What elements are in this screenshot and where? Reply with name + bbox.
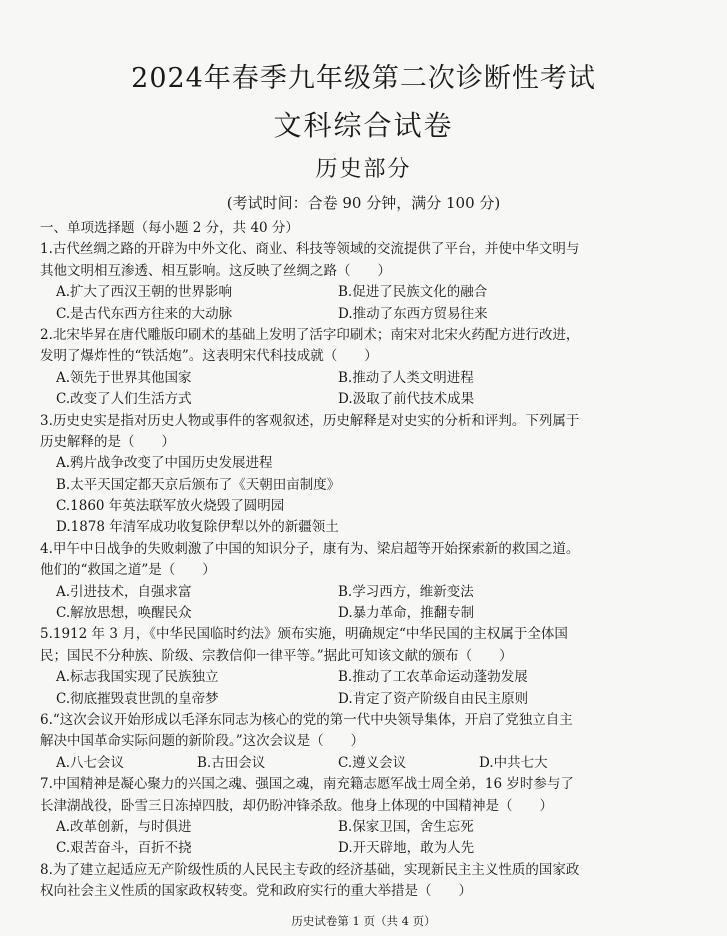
option-b[interactable]: B.推动了人类文明进程 bbox=[338, 369, 474, 386]
option-c[interactable]: C.解放思想，唤醒民众 bbox=[56, 605, 192, 622]
question-text: 6.“这次会议开始形成以毛泽东同志为核心的党的第一代中央领导集体，开启了党独立自主 bbox=[40, 711, 573, 728]
option-d[interactable]: D.中共七大 bbox=[479, 754, 548, 771]
option-b[interactable]: B.促进了民族文化的融合 bbox=[338, 284, 488, 301]
option-a[interactable]: A.扩大了西汉王朝的世界影响 bbox=[56, 284, 233, 301]
question-text: 解决中国革命实际问题的新阶段。”这次会议是（ ） bbox=[40, 733, 365, 750]
option-a[interactable]: A.改革创新，与时俱进 bbox=[56, 818, 192, 835]
option-c[interactable]: C.1860 年英法联军放火烧毁了圆明园 bbox=[56, 498, 285, 515]
option-c[interactable]: C.艰苦奋斗，百折不挠 bbox=[56, 840, 192, 857]
option-a[interactable]: A.标志我国实现了民族独立 bbox=[56, 669, 219, 686]
exam-info: (考试时间：合卷 90 分钟，满分 100 分) bbox=[226, 194, 501, 212]
question-text: 其他文明相互渗透、相互影响。这反映了丝绸之路（ ） bbox=[40, 262, 391, 279]
question-text: 民；国民不分种族、阶级、宗教信仰一律平等。”据此可知该文献的颁布（ ） bbox=[40, 647, 513, 664]
option-b[interactable]: B.古田会议 bbox=[197, 754, 266, 771]
question-text: 7.中国精神是凝心聚力的兴国之魂、强国之魂，南充籍志愿军战士周全弟，16 岁时参与了 bbox=[40, 776, 574, 793]
question-8 bbox=[40, 860, 700, 903]
option-d[interactable]: D.暴力革命，推翻专制 bbox=[338, 605, 475, 622]
question-text: 他们的“救国之道”是（ ） bbox=[40, 562, 216, 579]
option-d[interactable]: D.推动了东西方贸易往来 bbox=[338, 305, 488, 322]
exam-title: 2024年春季九年级第二次诊断性考试 bbox=[131, 63, 596, 94]
exam-subtitle: 文科综合试卷 bbox=[273, 109, 454, 142]
option-a[interactable]: A.八七会议 bbox=[56, 754, 125, 771]
question-7 bbox=[40, 774, 700, 860]
option-a[interactable]: A.领先于世界其他国家 bbox=[56, 369, 192, 386]
option-b[interactable]: B.学习西方，维新变法 bbox=[338, 583, 474, 600]
option-b[interactable]: B.太平天国定都天京后颁布了《天朝田亩制度》 bbox=[56, 476, 341, 493]
question-text: 4.甲午中日战争的失败刺激了中国的知识分子，康有为、梁启超等开始探索新的救国之道。 bbox=[40, 540, 580, 557]
question-text: 2.北宋毕昇在唐代雕版印刷术的基础上发明了活字印刷术；南宋对北宋火药配方进行改进， bbox=[40, 326, 580, 343]
question-text: 1.古代丝绸之路的开辟为中外文化、商业、科技等领域的交流提供了平台，并使中华文明与 bbox=[40, 241, 580, 258]
option-b[interactable]: B.保家卫国，舍生忘死 bbox=[338, 818, 474, 835]
option-c[interactable]: C.是古代东西方往来的大动脉 bbox=[56, 305, 233, 322]
question-text: 8.为了建立起适应无产阶级性质的人民民主专政的经济基础，实现新民主主义性质的国家政 bbox=[40, 861, 580, 878]
page-footer: 历史试卷第 1 页（共 4 页） bbox=[291, 914, 436, 928]
question-text: 历史解释的是（ ） bbox=[40, 433, 175, 450]
option-b[interactable]: B.推动了工农革命运动蓬勃发展 bbox=[338, 669, 528, 686]
question-4 bbox=[40, 539, 700, 625]
question-3 bbox=[40, 411, 700, 539]
question-1 bbox=[40, 239, 700, 325]
option-c[interactable]: C.遵义会议 bbox=[338, 754, 407, 771]
option-a[interactable]: A.鸦片战争改变了中国历史发展进程 bbox=[56, 455, 273, 472]
option-a[interactable]: A.引进技术，自强求富 bbox=[56, 583, 192, 600]
option-d[interactable]: D.1878 年清军成功收复除伊犁以外的新疆领土 bbox=[56, 519, 339, 536]
section-heading: 一、单项选择题（每小题 2 分，共 40 分） bbox=[40, 220, 299, 236]
question-6 bbox=[40, 710, 700, 774]
option-d[interactable]: D.肯定了资产阶级自由民主原则 bbox=[338, 690, 529, 707]
question-2 bbox=[40, 325, 700, 411]
option-c[interactable]: C.彻底摧毁袁世凯的皇帝梦 bbox=[56, 690, 219, 707]
exam-part: 历史部分 bbox=[315, 157, 412, 182]
question-text: 3.历史史实是指对历史人物或事件的客观叙述，历史解释是对史实的分析和评判。下列属于 bbox=[40, 412, 580, 429]
question-text: 长津湖战役，卧雪三日冻掉四肢，却仍盼冲锋杀敌。他身上体现的中国精神是（ ） bbox=[40, 797, 553, 814]
option-c[interactable]: C.改变了人们生活方式 bbox=[56, 391, 192, 408]
exam-body bbox=[40, 218, 700, 903]
question-5 bbox=[40, 624, 700, 710]
question-text: 5.1912 年 3 月，《中华民国临时约法》颁布实施，明确规定“中华民国的主权属于全体国 bbox=[40, 626, 568, 643]
question-text: 发明了爆炸性的“铁活炮”。这表明宋代科技成就（ ） bbox=[40, 348, 378, 365]
question-text: 权向社会主义性质的国家政权转变。党和政府实行的重大举措是（ ） bbox=[40, 883, 472, 900]
option-d[interactable]: D.开天辟地，敢为人先 bbox=[338, 840, 475, 857]
option-d[interactable]: D.汲取了前代技术成果 bbox=[338, 391, 475, 408]
